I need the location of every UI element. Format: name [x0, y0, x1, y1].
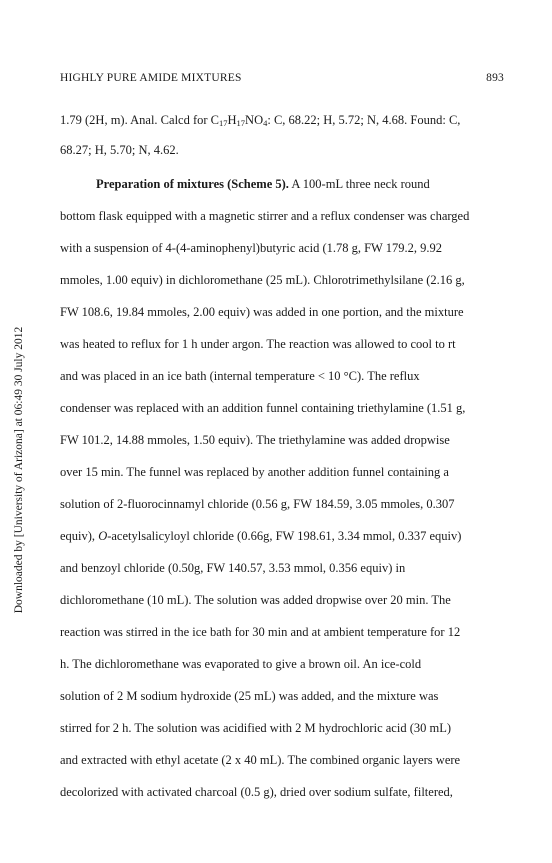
body-line: equiv), O-acetylsalicyloyl chloride (0.66g, FW 198.61, 3.34 mmol, 0.337 equiv) — [60, 529, 462, 543]
body-line: bottom flask equipped with a magnetic stirrer and a reflux condenser was charged — [60, 209, 470, 223]
page-number: 893 — [486, 72, 504, 84]
body-line: solution of 2 M sodium hydroxide (25 mL) was added, and the mixture was — [60, 689, 439, 703]
body-line: and extracted with ethyl acetate (2 x 40 mL). The combined organic layers were — [60, 753, 461, 767]
body-line: was heated to reflux for 1 h under argon. The reaction was allowed to cool to rt — [60, 337, 456, 351]
body-line: and benzoyl chloride (0.50g, FW 140.57, 3.53 mmol, 0.356 equiv) in — [60, 561, 406, 575]
body-line: decolorized with activated charcoal (0.5 g), dried over sodium sulfate, filtered, — [60, 785, 453, 799]
body-line: FW 108.6, 19.84 mmoles, 2.00 equiv) was added in one portion, and the mixture — [60, 305, 464, 319]
body-line: and was placed in an ice bath (internal temperature < 10 °C). The reflux — [60, 369, 420, 383]
body-line: mmoles, 1.00 equiv) in dichloromethane (25 mL). Chlorotrimethylsilane (2.16 g, — [60, 273, 465, 287]
body-line: solution of 2-fluorocinnamyl chloride (0.56 g, FW 184.59, 3.05 mmoles, 0.307 — [60, 497, 455, 511]
body-line: dichloromethane (10 mL). The solution was added dropwise over 20 min. The — [60, 593, 451, 607]
download-notice: Downloaded by [University of Arizona] at 06:49 30 July 2012 — [13, 326, 25, 614]
body-line: h. The dichloromethane was evaporated to give a brown oil. An ice-cold — [60, 657, 422, 671]
body-line: 1.79 (2H, m). Anal. Calcd for $C_{17}H_{17}NO_4$: C, 68.22; H, 5.72; N, 4.68. Found: C, — [60, 113, 461, 128]
body-line: reaction was stirred in the ice bath for 30 min and at ambient temperature for 12 — [60, 625, 461, 639]
section-heading-line: Preparation of mixtures (Scheme 5). A 100-mL three neck round — [96, 177, 430, 191]
body-line: FW 101.2, 14.88 mmoles, 1.50 equiv). The triethylamine was added dropwise — [60, 433, 450, 447]
section-heading: Preparation of mixtures (Scheme 5). — [96, 177, 289, 191]
page-header — [60, 72, 504, 90]
body-line: over 15 min. The funnel was replaced by another addition funnel containing a — [60, 465, 449, 479]
body-line: stirred for 2 h. The solution was acidified with 2 M hydrochloric acid (30 mL) — [60, 721, 451, 735]
body-line: with a suspension of 4-(4-aminophenyl)butyric acid (1.78 g, FW 179.2, 9.92 — [60, 241, 443, 255]
body-line: 68.27; H, 5.70; N, 4.62. — [60, 143, 179, 157]
running-title: HIGHLY PURE AMIDE MIXTURES — [60, 72, 242, 84]
body-line: condenser was replaced with an addition funnel containing triethylamine (1.51 g, — [60, 401, 466, 415]
